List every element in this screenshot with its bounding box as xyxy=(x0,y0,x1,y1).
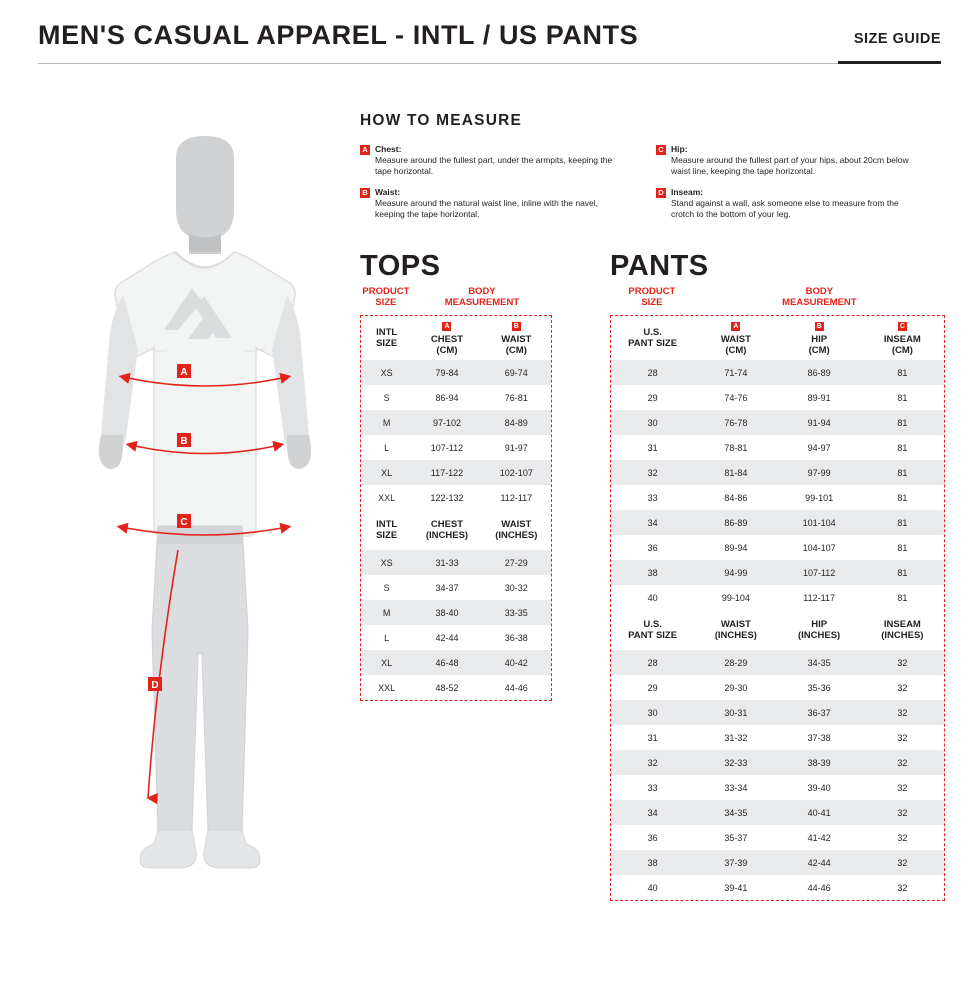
pants-col-hip-inches: HIP (INCHES) xyxy=(798,619,841,642)
table-row: 34 34-35 40-41 32 xyxy=(611,800,944,825)
measure-item-desc: Measure around the fullest part of your hips, about 20cm below waist line, keeping the tape horizontal. xyxy=(671,155,909,177)
tops-col-waist-inches: WAIST (INCHES) xyxy=(495,519,538,542)
svg-text:D: D xyxy=(151,680,159,691)
table-row: 29 29-30 35-36 32 xyxy=(647,682,908,693)
pants-col-us-size: U.S. PANT SIZE xyxy=(628,327,678,350)
table-row: 33 33-34 39-40 32 xyxy=(647,782,908,793)
tag-b-icon: B xyxy=(816,323,822,331)
svg-text:C: C xyxy=(180,517,188,528)
measure-item-waist xyxy=(360,187,620,221)
how-to-measure-title: HOW TO MEASURE xyxy=(360,112,523,129)
pants-group-header-row xyxy=(610,286,945,315)
measure-item-chest xyxy=(360,144,620,178)
table-row: XS 79-84 69-74 xyxy=(361,360,551,385)
table-row: 33 84-86 99-101 81 xyxy=(647,492,908,503)
tag-c-icon: C xyxy=(656,145,666,155)
header-divider xyxy=(38,63,941,64)
tag-b-icon: B xyxy=(360,188,370,198)
table-row: M 38-40 33-35 xyxy=(361,600,551,625)
pants-inches-column-header-row xyxy=(611,610,944,650)
tops-col-chest-inches: CHEST (INCHES) xyxy=(425,519,469,542)
pants-product-size-header: PRODUCT SIZE xyxy=(628,286,676,309)
how-to-measure-section xyxy=(360,112,945,229)
table-row: 32 81-84 97-99 81 xyxy=(611,460,944,485)
tops-body-measurement-header: BODY MEASUREMENT xyxy=(444,286,520,309)
tops-group-header-row xyxy=(360,286,552,315)
tops-col-intl-size-inches: INTL SIZE xyxy=(376,519,398,542)
tag-a-icon: A xyxy=(360,145,370,155)
pants-col-hip-cm: B HIP (CM) xyxy=(808,323,830,357)
measure-item-text xyxy=(671,187,916,221)
table-row: S 34-37 30-32 xyxy=(383,582,528,593)
table-row: 36 89-94 104-107 81 xyxy=(647,542,908,553)
pants-section-title: PANTS xyxy=(610,250,709,282)
pants-col-waist-inches: WAIST (INCHES) xyxy=(714,619,757,642)
measure-item-text xyxy=(375,187,620,221)
tops-col-chest-cm: A CHEST (CM) xyxy=(430,323,464,357)
measure-item-desc: Measure around the fullest part, under the armpits, keeping the tape horizontal. xyxy=(375,155,613,177)
table-row: 38 37-39 42-44 32 xyxy=(611,850,944,875)
tops-inches-column-header-row xyxy=(361,510,551,550)
pants-size-table xyxy=(610,286,945,901)
table-row: 31 78-81 94-97 81 xyxy=(647,442,908,453)
measure-item-text xyxy=(671,144,916,178)
tops-col-waist-cm: B WAIST (CM) xyxy=(501,323,532,357)
table-row: 34 86-89 101-104 81 xyxy=(611,510,944,535)
size-guide-badge: SIZE GUIDE xyxy=(853,31,941,47)
tops-product-size-header: PRODUCT SIZE xyxy=(362,286,410,309)
measure-item-desc: Stand against a wall, ask someone else to measure from the crotch to the bottom of your leg. xyxy=(671,197,899,220)
table-row: M 97-102 84-89 xyxy=(361,410,551,435)
table-row: 40 99-104 112-117 81 xyxy=(647,592,908,603)
table-row: 30 30-31 36-37 32 xyxy=(611,700,944,725)
tops-table-box xyxy=(360,315,552,701)
tops-cm-column-header-row xyxy=(361,316,551,360)
table-row: XS 31-33 27-29 xyxy=(361,550,551,575)
svg-text:A: A xyxy=(180,367,188,378)
measure-item-term: Chest: xyxy=(375,144,402,154)
tops-section-title: TOPS xyxy=(360,250,441,282)
tops-size-table xyxy=(360,286,552,701)
pants-col-waist-cm: A WAIST (CM) xyxy=(720,323,751,357)
measure-item-term: Hip: xyxy=(671,144,688,154)
measure-item-hip xyxy=(656,144,916,178)
tag-a-icon: A xyxy=(444,323,450,331)
table-row: 31 31-32 37-38 32 xyxy=(647,732,908,743)
table-row: 29 74-76 89-91 81 xyxy=(647,392,908,403)
pants-cm-column-header-row xyxy=(611,316,944,360)
measure-item-term: Waist: xyxy=(375,186,401,197)
measure-item-inseam xyxy=(656,187,916,221)
table-row: 28 71-74 86-89 81 xyxy=(611,360,944,385)
page-title: MEN'S CASUAL APPAREL - INTL / US PANTS xyxy=(38,20,639,50)
table-row: 38 94-99 107-112 81 xyxy=(611,560,944,585)
tag-a-icon: A xyxy=(733,323,739,331)
pants-table-box xyxy=(610,315,945,901)
tag-b-icon: B xyxy=(513,323,519,331)
table-row: 36 35-37 41-42 32 xyxy=(647,832,908,843)
table-row: S 86-94 76-81 xyxy=(383,392,528,403)
pants-body-measurement-header: BODY MEASUREMENT xyxy=(782,286,857,309)
tops-col-intl-size: INTL SIZE xyxy=(376,327,398,350)
tag-d-icon: D xyxy=(656,188,666,198)
table-row: 30 76-78 91-94 81 xyxy=(611,410,944,435)
table-row: XXL 122-132 112-117 xyxy=(378,492,533,503)
page-header xyxy=(0,0,979,66)
table-row: XXL 48-52 44-46 xyxy=(378,682,528,693)
table-row: L 42-44 36-38 xyxy=(384,632,528,643)
tag-c-icon: C xyxy=(899,323,905,331)
table-row: 40 39-41 44-46 32 xyxy=(647,882,908,893)
measure-item-desc: Measure around the natural waist line, inline with the navel, keeping the tape horizontal. xyxy=(375,197,599,220)
how-to-measure-column-left xyxy=(360,144,620,229)
table-row: 28 28-29 34-35 32 xyxy=(611,650,944,675)
svg-text:B: B xyxy=(180,436,188,447)
pants-col-inseam-cm: C INSEAM (CM) xyxy=(883,323,921,357)
table-row: 32 32-33 38-39 32 xyxy=(611,750,944,775)
pants-col-us-size-inches: U.S. PANT SIZE xyxy=(628,619,678,642)
how-to-measure-column-right xyxy=(656,144,916,229)
table-row: L 107-112 91-97 xyxy=(384,442,528,453)
table-row: XL 46-48 40-42 xyxy=(361,650,551,675)
header-divider-accent xyxy=(838,61,941,64)
measure-item-term: Inseam: xyxy=(671,186,704,197)
mannequin-illustration xyxy=(60,130,350,890)
pants-col-inseam-inches: INSEAM (INCHES) xyxy=(881,619,924,642)
table-row: XL 117-122 102-107 xyxy=(361,460,551,485)
measure-item-text xyxy=(375,144,620,178)
